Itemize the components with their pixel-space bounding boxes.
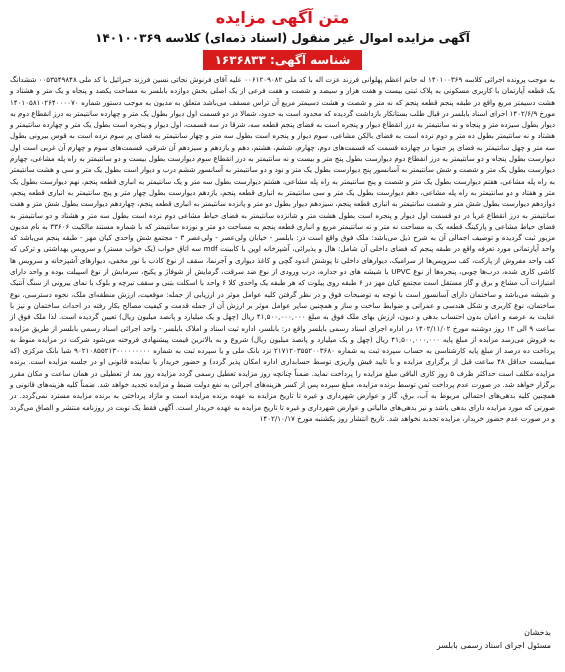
notice-identifier: شناسه آگهی: ۱۶۳۶۸۳۳ [203, 50, 363, 70]
signature-name: بدخشان [524, 628, 551, 637]
identifier-wrapper [10, 49, 555, 70]
signature-title: مسئول اجرای اسناد رسمی بابلسر [436, 641, 551, 650]
notice-body [10, 74, 555, 424]
notice-body-text: به موجب پرونده اجرائی کلاسه ۱۴۰۱۰۰۳۶۹ له خانم اعظم پهلوانی فرزند عزت اله با کد ملی ۰۰۶۱۲۰۹۰۸۲ علیه آقای فرنوش نجاتی نسین فرزند جبرائیل با کد ملی ۰۰۵۳۵۴۹۸۴۸ ششدانگ یک قطعه آپارتمان با کاربری مسکونی به پلاک ثبتی بیست و هفت هزار و سیصد و شصت و هفت فرعی از یک اصلی بخش دوازده بابلسر به مساحت یکصد و پنجاه و یک متر و هشتاد و هشت دسیمتر مربع واقع در طبقه پنجم قطعه پنجم که نه متر و شصت و هشت دسیمتر مربع آن تراس مسقف می‌باشد متعلق به مدیون به موجب دستور شماره ۱۴۰۱۰۵۸۱۰۲۶۴۰۰۰۰۷۰ مورخ ۱۴۰۲/۶/۹ اجرای اسناد بابلسر در قبال طلب بستانکار بازداشت گردیده که محدود است به حدود، شمالا در دو قسمت اول دیوار بطول یک متر و چهارده سانتیمتر به درز انقطاع دوم به دیوار بطول سیزده متر و پنجاه و نه سانتیمتر به درز انقطاع دیوار و پنجره است به فضای پنجم قطعه سه، شرقا در سه قسمت، اول دیوار و پنجره است بطول یک متر و چهارده سانتیمتر و هشتاد و نه سانتیمتر بطول ده متر و دوم نرده است به فضای بالکن مشاعی، سوم دیوار و پنجره است بطول سه متر و چهار سانتیمتر به فضای پر سوم نرده است به قوس بیرونی بطول سه متر و چهل سانتیمتر به فضای پر جنوبا در چهارده قسمت که قسمت‌های دوم، چهارم، ششم، هشتم، دهم و یازدهم و سیزدهم آن شرقی، قسمت‌های سوم و چهارم آن غربی است اول دیوارست بطول پنجاه و دو سانتیمتر به درز انقطاع دوم دیوارست بطول پنج متر و بیست و نه سانتیمتر به درز انقطاع سوم دیوارست بطول بیست و دو سانتیمتر به راه پله مشاعی، چهارم دیوارست بطول یک متر و شصت و شش سانتیمتر به آسانسور پنج دیوارست بطول یک متر و نود و دو سانتیمتر به آسانسور ششم درب و دیوار است بطول یک متر و سی و هشت سانتیمتر به راه پله مشاعی، هفتم دیوارست بطول یک متر و شصت و پنج سانتیمتر به راه پله مشاعی، هشتم دیوارست بطول سه متر و یک سانتیمتر به انباری قطعه پنجم، نهم دیوارست بطول یک متر و هفتاد و دو سانتیمتر به راه پله مشاعی، دهم دیوارست بطول یک متر و سی سانتیمتر به انباری قطعه پنجم، یازدهم دیوارست بطول چهار متر و پنج سانتیمتر به انباری قطعه پنجم، دوازدهم دیوارست بطول شش متر و شصت سانتیمتر به انباری قطعه پنجم، سیزدهم دیوار بطول دو متر و پانزده سانتیمتر به انباری قطعه پنجم، چهاردهم دیوارست بطول شش متر و هفت سانتیمتر به درز انقطاع غربا در دو قسمت اول دیوار و پنجره است بطول هشت متر و شانزده سانتیمتر به فضای حیاط مشاعی دوم نرده است بطول سه متر و هشتاد و دو سانتیمتر به فضای حیاط مشاعی و پارکینگ قطعه یک به مساحت نه متر و نه سانتیمتر مربع و انباری قطعه پنجم به مساحت دو متر و نوزده سانتیمتر که با شماره مستند مالکیت ۳۳۶۰۶ به نام مدیون مزبور ثبت گردیده و توصیف اجمالی آن به شرح ذیل می‌باشد: ملک فوق واقع است در: بابلسر - خیابان ولی‌عصر - ولی‌عصر ۳ - مجتمع شش واحدی کیان مهر - طبقه پنجم می‌باشد که واحد آپارتمانی مورد تعرفه واقع در طبقه پنجم که فضای داخلی آن شامل: هال و پذیرائی، آشپزخانه اوپن با کابینت mdf سه اتاق خواب (یک خواب مستر) و سرویس بهداشتی و ترکی که کف واحد مفروش از پارکت، کف سرویس‌ها از سرامیک، دیوارهای داخلی تا پوشش اندود گچی و کاغذ دیواری و آجرنما، سقف از نوع کاذب با نور مخفی، دیوارهای آشپزخانه و سرویس ها کاشی کاری شده، درب‌ها چوبی، پنجره‌ها از نوع UPVC با شیشه های دو جداره، درب ورودی از نوع ضد سرقت، گرمایش از شوفاژ و پکیج، سرمایش از نوع اسپیلت بوده و واحد دارای امتیازات آب مشاع و برق و گاز مستقل است مجتمع کیان مهر در ۶ طبقه روی پیلوت که هر طبقه یک واحدی کلا ۶ واحد با اسکلت بتنی و سقف تیرچه و بلوک با نمای بیرونی از سنگ آنتیک و شیشه می‌باشد و ساختمان دارای آسانسور است با توجه به توضیحات فوق و در نظر گرفتن کلیه عوامل موثر در ارزیابی از جمله: موقعیت، ارزش منطقه‌ای ملک، نحوه دسترسی، نوع ساختمان، نوع کاربری و شکل هندسی و عمرانی و ضوابط ساخت و ساز و همچنین سایر عوامل موثر بر ارزش آن از جمله قدمت و کیفیت مصالح بکار رفته در احداث ساختمان و نیز با عنایت به عرصه و اعیان بدون احتساب بدهی و دیون، ارزش بهای ملک فوق به مبلغ ۴۱,۵۰۰,۰۰۰,۰۰۰ ریال (چهل و یک میلیارد و پانصد میلیون ریال) تعیین گردیده است. لذا ملک فوق از ساعت ۹ الی ۱۲ روز دوشنبه مورخ ۱۴۰۲/۱۱/۰۲ در اداره اجرای اسناد رسمی بابلسر واقع در: بابلسر، اداره ثبت اسناد و املاک بابلسر - واحد اجرائی اسناد رسمی بابلسر از طریق مزایده به فروش می‌رسد مزایده از مبلغ پایه ۴۱,۵۰۰,۰۰۰,۰۰۰ ریال (چهل و یک میلیارد و پانصد میلیون ریال) شروع و به بالاترین قیمت پیشنهادی فروخته می‌شود شرکت در مزایده منوط به پرداخت ده درصد از مبلغ پایه کارشناسی به حساب سپرده ثبت به شماره ۲۱۷۱۲۰۳۵۵۲۰۰۳۶۸۰ نزد بانک ملی و یا سپرده ثبت به شماره ۹۰۲۱۰۸۵۵۲۱۳۰۰۰۰۰۰۰۰۰ شبا بانک مرکزی (که میبایست حداقل ۴۸ ساعت قبل از برگزاری مزایده و با تایید فیش واریزی توسط حسابداری اداره امکان پذیر گردد) و حضور خریدار یا نماینده قانونی او در جلسه مزایده است. برنده مزایده مکلف است حداکثر ظرف ۵ روز کاری الباقی مبلغ مزایده را پرداخت نماید. ضمناً چنانچه روز مزایده تعطیل رسمی گردد مزایده روز بعد از تعطیلی در همان ساعت و مکان مقرر برگزار خواهد شد. در صورت عدم پرداخت ثمن توسط برنده مزایده، مبلغ سپرده پس از کسر هزینه‌های اجرائی به نفع دولت ضبط و مزایده تجدید خواهد شد. ضمناً کلیه هزینه‌های قانونی و همچنین کلیه بدهی‌های احتمالی مربوط به آب، برق، گاز و عوارض شهرداری و غیره تا تاریخ مزایده به عهده برنده مزایده است و مازاد پرداختی به برنده مزایده مسترد نمی‌گردد. در صورتی که مورد مزایده دارای بدهی باشد و نیز بدهی‌های مالیاتی و عوارض شهرداری و غیره تا تاریخ مزایده به عهده خریدار است. آگهی فقط یک نوبت در روزنامه منتشر و الصاق می‌گردد و در صورت عدم حضور خریدار، مزایده تجدید نخواهد شد. [10, 75, 556, 423]
publication-date: تاریخ انتشار روز یکشنبه مورخ ۱۴۰۲/۱۰/۱۷ [259, 413, 385, 423]
notice-signature [437, 626, 551, 652]
notice-subtitle: آگهی مزایده اموال غیر منقول (اسناد ذمه‌ای) کلاسه ۱۴۰۱۰۰۳۶۹ [95, 31, 470, 45]
notice-title: متن آگهی مزایده [215, 8, 350, 27]
